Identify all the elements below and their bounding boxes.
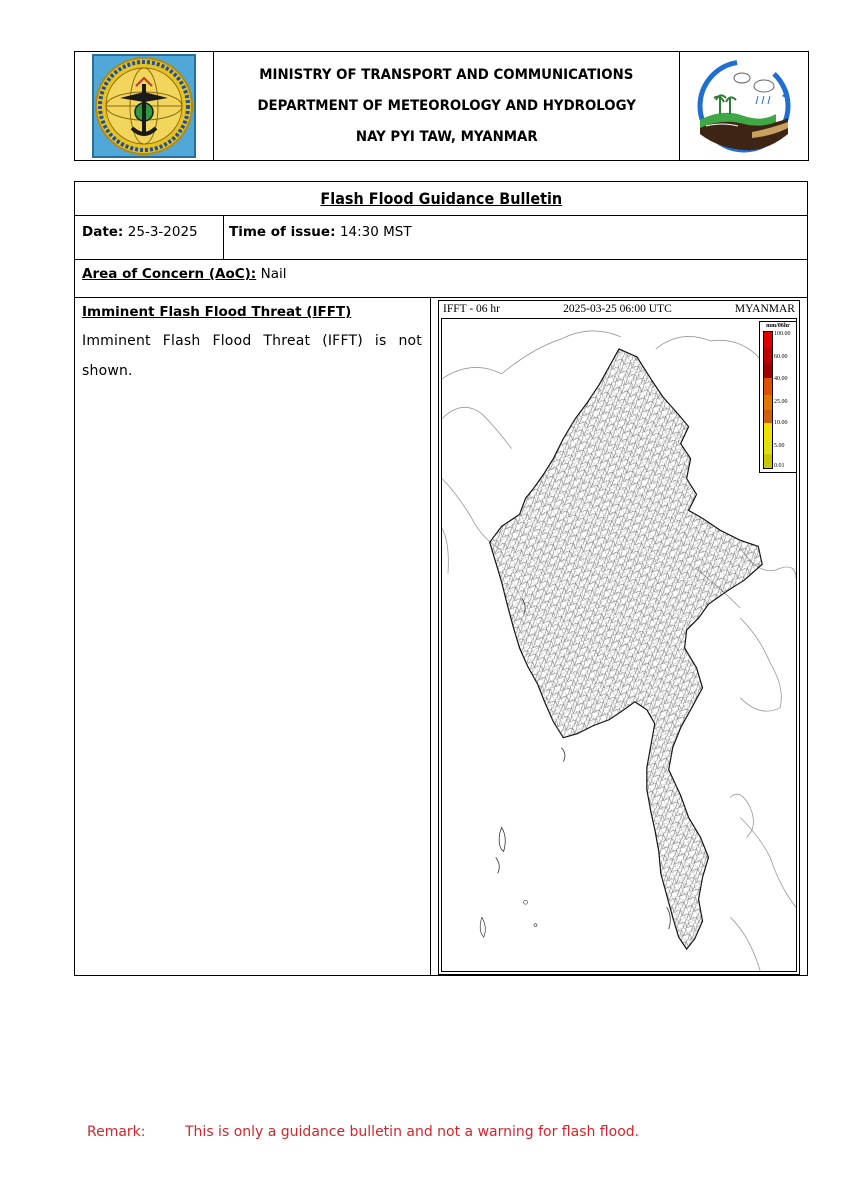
map-region-label: MYANMAR (734, 303, 795, 315)
date-cell (75, 216, 224, 259)
legend-segment (764, 347, 772, 363)
ifft-text: Imminent Flash Flood Threat (IFFT) is not shown. (82, 333, 422, 379)
remark (87, 1124, 639, 1140)
bulletin-title: Flash Flood Guidance Bulletin (320, 189, 562, 208)
time-label: Time of issue: (229, 224, 336, 240)
legend-tick: 40.00 (774, 376, 788, 382)
legend-tick: 100.00 (774, 331, 791, 337)
legend-tick: 10.00 (774, 420, 788, 426)
bulletin-title-row (75, 182, 807, 216)
date-label: Date: (82, 224, 124, 240)
map-legend (759, 321, 797, 473)
remark-text: This is only a guidance bulletin and not a warning for flash flood. (185, 1124, 640, 1140)
department-name: DEPARTMENT OF METEOROLOGY AND HYDROLOGY (257, 97, 636, 114)
legend-segment (764, 454, 772, 468)
ministry-name: MINISTRY OF TRANSPORT AND COMMUNICATIONS (259, 66, 634, 83)
area-of-concern-row (75, 260, 807, 298)
legend-color-bar (763, 331, 773, 469)
bulletin-table (74, 181, 808, 976)
legend-segment (764, 423, 772, 439)
aoc-label: Area of Concern (AoC): (82, 266, 257, 282)
legend-segment (764, 363, 772, 378)
remark-label: Remark: (87, 1124, 146, 1140)
left-logo-cell (75, 52, 214, 160)
myanmar-basin-map (441, 318, 797, 972)
ifft-row (75, 298, 807, 975)
legend-tick: 0.01 (774, 463, 785, 469)
time-value: 14:30 MST (339, 224, 412, 240)
ifft-heading: Imminent Flash Flood Threat (IFFT) (82, 304, 352, 320)
location-name: NAY PYI TAW, MYANMAR (355, 128, 538, 145)
ministry-emblem-icon (92, 54, 196, 158)
map-valid-time: 2025-03-25 06:00 UTC (563, 303, 672, 315)
right-logo-cell (679, 52, 808, 160)
map-title-bar (439, 301, 799, 317)
legend-segment (764, 395, 772, 410)
hydrological-cycle-icon (692, 56, 796, 156)
legend-tick: 60.00 (774, 354, 788, 360)
date-value: 25-3-2025 (127, 224, 198, 240)
legend-tick: 5.00 (774, 443, 785, 449)
map-product-label: IFFT - 06 hr (443, 303, 500, 315)
legend-segment (764, 332, 772, 347)
header-table (74, 51, 809, 161)
legend-segment (764, 439, 772, 454)
time-cell (229, 216, 412, 266)
date-time-row (75, 216, 807, 260)
legend-unit: mm/06hr (766, 323, 790, 329)
legend-segment (764, 378, 772, 394)
ifft-text-pane (75, 298, 431, 975)
legend-segment (764, 410, 772, 424)
header-titles (214, 52, 679, 160)
aoc-value: Nail (260, 266, 287, 282)
ifft-map (438, 300, 800, 975)
legend-tick: 25.00 (774, 399, 788, 405)
